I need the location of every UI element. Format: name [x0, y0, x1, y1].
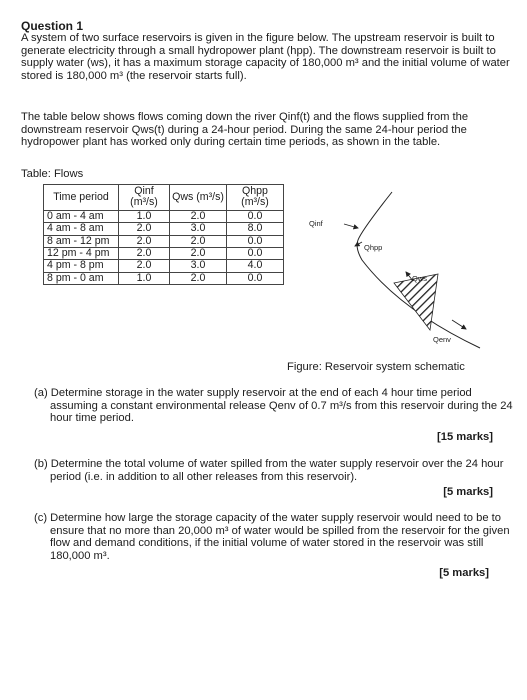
question-title: Question 1 [21, 19, 84, 33]
table-row [44, 248, 284, 260]
qenv-arrow [452, 320, 466, 329]
header-qhpp: Qhpp (m³/s) [227, 185, 284, 211]
table-caption: Table: Flows [21, 168, 84, 180]
part-a-marks: [15 marks] [437, 431, 493, 443]
cell-qws: 2.0 [170, 272, 227, 284]
qenv-label: Qenv [433, 335, 451, 344]
header-qws: Qws (m³/s) [170, 185, 227, 211]
river-line [357, 192, 480, 348]
flows-table [43, 184, 284, 285]
qinf-arrow [344, 224, 358, 228]
cell-qhpp: 4.0 [227, 260, 284, 272]
figure-caption: Figure: Reservoir system schematic [287, 361, 465, 373]
part-a-text: (a) Determine storage in the water supply reservoir at the end of each 4 hour time period assuming a constant environmental release Qenv of 0.7 m³/s from this reservoir during the 24 hour time period. [34, 387, 513, 425]
cell-period: 4 pm - 8 pm [44, 260, 119, 272]
table-row [44, 272, 284, 284]
part-b-marks: [5 marks] [443, 486, 493, 498]
cell-qws: 2.0 [170, 210, 227, 222]
cell-qhpp: 0.0 [227, 248, 284, 260]
cell-qhpp: 0.0 [227, 235, 284, 247]
qws-label: Qws [412, 274, 427, 283]
cell-qws: 3.0 [170, 223, 227, 235]
cell-period: 8 pm - 0 am [44, 272, 119, 284]
cell-qinf: 2.0 [119, 260, 170, 272]
part-b-text: (b) Determine the total volume of water spilled from the water supply reservoir over the 24 hour period (i.e. in addition to all other releases from this reservoir). [34, 458, 504, 483]
cell-period: 4 am - 8 am [44, 223, 119, 235]
table-description-paragraph: The table below shows flows coming down the river Qinf(t) and the flows supplied from the downstream reservoir Qws(t) during a 24-hour period. During the same 24-hour period the hydropower plant has worked only during certain time periods, as shown in the table. [21, 111, 469, 149]
cell-qws: 3.0 [170, 260, 227, 272]
qhpp-label: Qhpp [364, 243, 383, 252]
cell-qinf: 1.0 [119, 210, 170, 222]
cell-qinf: 2.0 [119, 248, 170, 260]
cell-qhpp: 0.0 [227, 272, 284, 284]
reservoir-schematic [300, 180, 500, 360]
part-c-marks: [5 marks] [439, 567, 489, 579]
cell-qinf: 1.0 [119, 272, 170, 284]
part-c-text: (c) Determine how large the storage capacity of the water supply reservoir would need to be to ensure that no more than 20,000 m³ of water would be spilled from the reservoir for the given flow and demand conditions, if the initial volume of water stored in the reservoir was still 180,000 m³. [34, 512, 510, 562]
qinf-label: Qinf [309, 219, 323, 228]
qhpp-arrow [355, 242, 362, 246]
header-time-period: Time period [44, 185, 119, 211]
header-qinf: Qinf (m³/s) [119, 185, 170, 211]
cell-period: 0 am - 4 am [44, 210, 119, 222]
cell-qws: 2.0 [170, 248, 227, 260]
table-row [44, 223, 284, 235]
cell-period: 8 am - 12 pm [44, 235, 119, 247]
cell-qhpp: 0.0 [227, 210, 284, 222]
table-header-row [44, 185, 284, 211]
cell-period: 12 pm - 4 pm [44, 248, 119, 260]
cell-qhpp: 8.0 [227, 223, 284, 235]
table-row [44, 260, 284, 272]
cell-qws: 2.0 [170, 235, 227, 247]
intro-paragraph: A system of two surface reservoirs is given in the figure below. The upstream reservoir is built to generate electricity through a small hydropower plant (hpp). The downstream reservoir is built to supply water (ws), it has a maximum storage capacity of 180,000 m³ and the initial volume of water stored is 180,000 m³ (the reservoir starts full). [21, 32, 510, 82]
table-row [44, 210, 284, 222]
cell-qinf: 2.0 [119, 235, 170, 247]
cell-qinf: 2.0 [119, 223, 170, 235]
table-row [44, 235, 284, 247]
